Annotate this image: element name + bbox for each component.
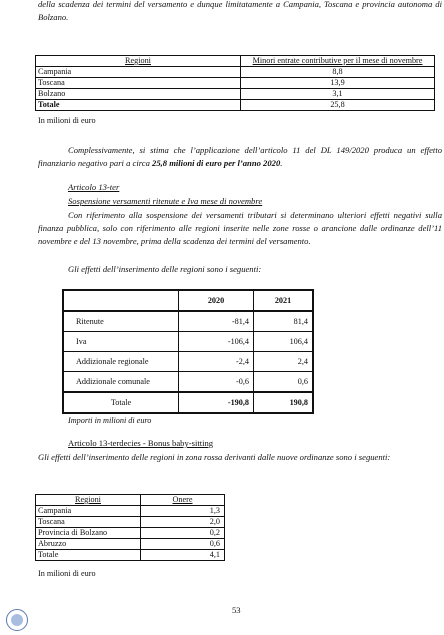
table-row: Addizionale comunale -0,6 0,6 (63, 372, 313, 393)
section-13ter-body: Con riferimento alla sospensione dei versamenti tributari si determinano ulteriori effetti negativi sulla finanza pubblica, solo con riferimento alle regioni inserite nelle zone rosse o arancione dalle ordinanze dell’11 novembre e del 13 novembre, prima della scadenza dei termini del versamento. (38, 210, 442, 246)
section-13terdecies-body: Gli effetti dell’inserimento delle regioni in zona rossa derivanti dalle nuove ordinanze sono i seguenti: (38, 452, 391, 462)
section-13ter-title: Articolo 13-ter (68, 182, 120, 192)
section-13ter-subtitle: Sospensione versamenti ritenute e Iva mese di novembre (68, 196, 263, 206)
table-header: Regioni (36, 495, 141, 506)
summary-paragraph: Complessivamente, si stima che l’applicazione dell’articolo 11 del DL 149/2020 produca un effetto finanziario negativo pari a circa 25,8 milioni di euro per l’anno 2020. (38, 145, 442, 168)
table-row: Toscana 2,0 (36, 517, 225, 528)
table2-caption: Importi in milioni di euro (68, 416, 152, 425)
table-header: 2020 (179, 290, 254, 311)
table-header (63, 290, 179, 311)
section-13ter-effects-intro: Gli effetti dell’inserimento delle regioni sono i seguenti: (68, 264, 262, 274)
table-babysitting-bonus (35, 494, 225, 561)
section-13terdecies-title: Articolo 13-terdecies - Bonus baby-sitting (68, 438, 214, 448)
table-row: Addizionale regionale -2,4 2,4 (63, 352, 313, 372)
table1-caption: In milioni di euro (38, 116, 96, 125)
table-header: Minori entrate contributive per il mese di novembre (241, 56, 435, 67)
table-row: Campania 8,8 (36, 67, 435, 78)
intro-paragraph: della scadenza dei termini del versamento e dunque limitatamente a Campania, Toscana e provincia autonoma di Bolzano. (38, 0, 442, 22)
table-row: Toscana 13,9 (36, 78, 435, 89)
seal-icon (6, 609, 28, 631)
table-row: Ritenute -81,4 81,4 (63, 311, 313, 332)
table-row: Abruzzo 0,6 (36, 539, 225, 550)
table-row: Totale 4,1 (36, 550, 225, 561)
table-effects (62, 289, 314, 414)
table-row: Totale 25,8 (36, 100, 435, 111)
table-row: Provincia di Bolzano 0,2 (36, 528, 225, 539)
table3-caption: In milioni di euro (38, 569, 96, 578)
table-regions-contributions (35, 55, 435, 111)
table-row: Iva -106,4 106,4 (63, 332, 313, 352)
page-number: 53 (232, 605, 241, 615)
table-header: Regioni (36, 56, 241, 67)
table-row: Totale -190,8 190,8 (63, 392, 313, 413)
table-header: 2021 (254, 290, 314, 311)
table-row: Bolzano 3,1 (36, 89, 435, 100)
table-row: Campania 1,3 (36, 506, 225, 517)
table-header: Onere (141, 495, 225, 506)
